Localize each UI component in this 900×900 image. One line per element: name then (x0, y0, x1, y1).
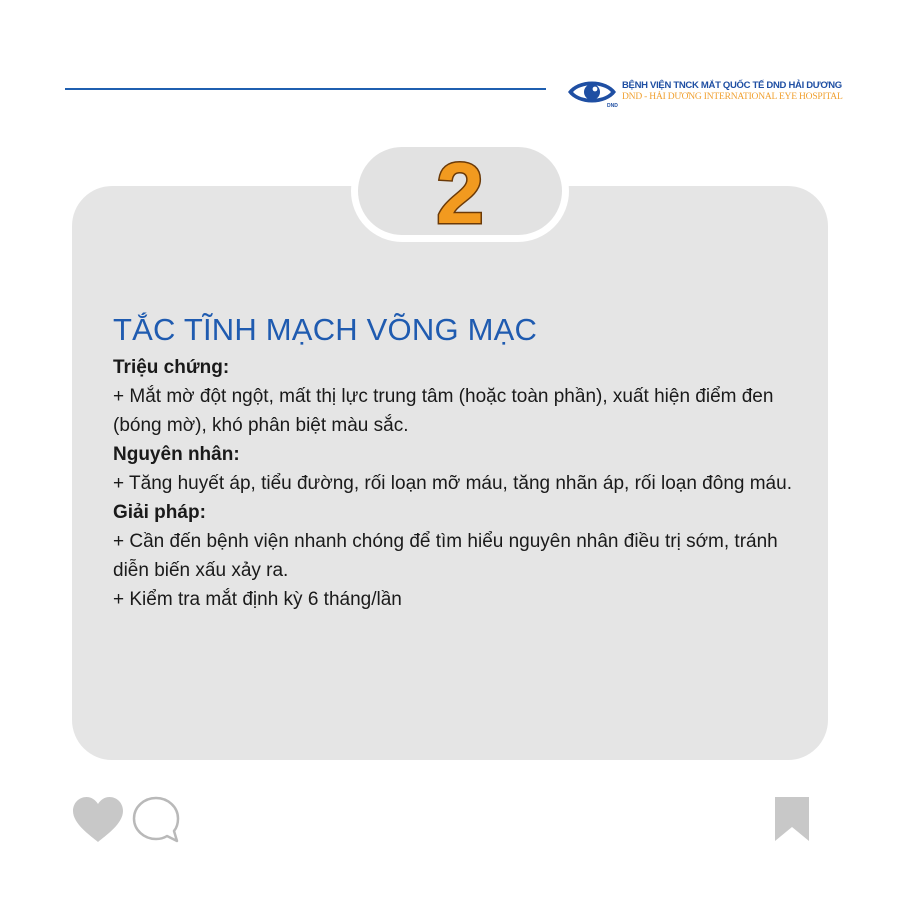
heart-icon[interactable] (71, 796, 125, 844)
causes-text: + Tăng huyết áp, tiểu đường, rối loạn mỡ máu, tăng nhãn áp, rối loạn đông máu. (113, 473, 792, 494)
hospital-logo (566, 74, 843, 110)
step-number: 2 (436, 151, 484, 231)
card-title: TẮC TĨNH MẠCH VÕNG MẠC (113, 312, 538, 347)
card-body (113, 353, 803, 614)
logo-mark-text: DND (607, 103, 618, 109)
bookmark-icon[interactable] (774, 796, 810, 842)
hospital-name-en: DND - HẢI DƯƠNG INTERNATIONAL EYE HOSPITAL (622, 92, 843, 102)
step-number-graphic (420, 151, 500, 231)
hospital-name-vi: BỆNH VIỆN TNCK MẮT QUỐC TẾ DND HẢI DƯƠNG (622, 80, 842, 92)
logo-text (622, 81, 843, 103)
causes-heading: Nguyên nhân: (113, 444, 240, 465)
step-number-badge (351, 140, 569, 242)
header-divider (65, 88, 546, 90)
eye-logo-icon (566, 74, 618, 110)
solution-text-2: + Kiểm tra mắt định kỳ 6 tháng/lần (113, 589, 402, 610)
symptoms-heading: Triệu chứng: (113, 357, 230, 378)
comment-icon[interactable] (131, 795, 181, 845)
symptoms-text: + Mắt mờ đột ngột, mất thị lực trung tâm (hoặc toàn phần), xuất hiện điểm đen (bóng mờ), khó phân biệt màu sắc. (113, 386, 774, 436)
solution-text-1: + Cần đến bệnh viện nhanh chóng để tìm hiểu nguyên nhân điều trị sớm, tránh diễn biến xấu xảy ra. (113, 531, 778, 581)
solutions-heading: Giải pháp: (113, 502, 206, 523)
